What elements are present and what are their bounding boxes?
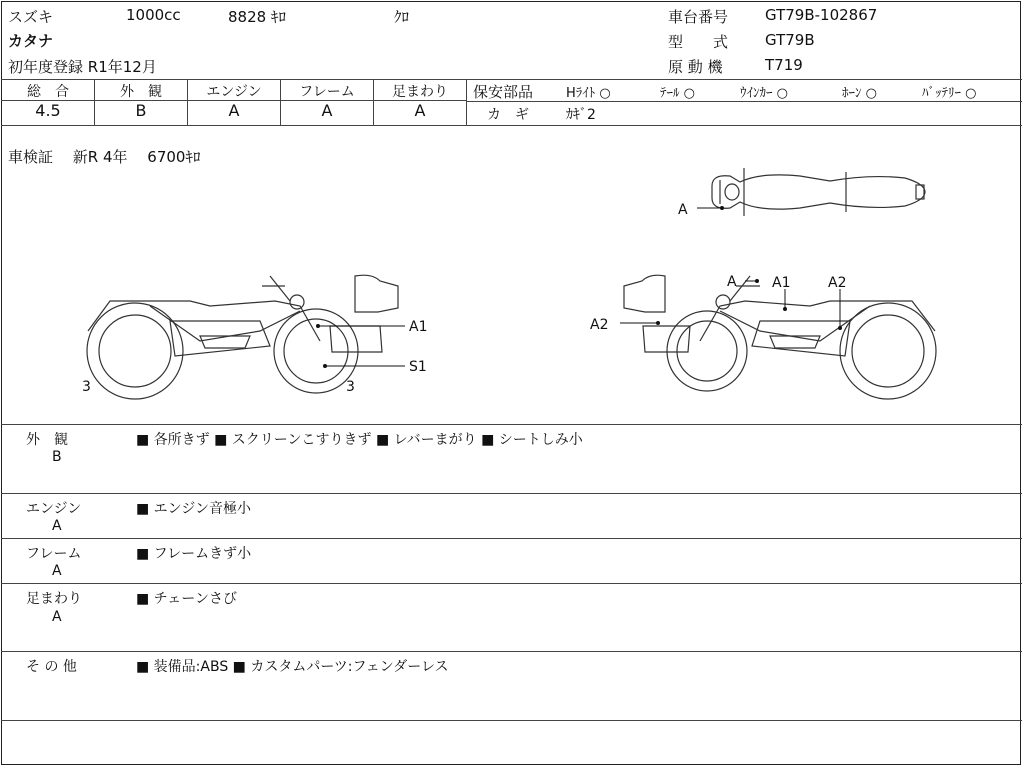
maker: スズキ bbox=[8, 8, 54, 26]
ok-circle-icon: ○ bbox=[683, 86, 695, 101]
safety-item-winker: ｳｲﾝｶｰ ○ bbox=[740, 86, 788, 101]
remark-note: ■ フレームきず小 bbox=[136, 546, 252, 562]
ok-circle-icon: ○ bbox=[776, 86, 788, 101]
divider bbox=[1, 583, 1022, 584]
color: ｸﾛ bbox=[394, 8, 410, 26]
diagram-label: A2 bbox=[590, 317, 609, 333]
mileage: 8828 ｷﾛ bbox=[228, 8, 286, 26]
overall-label: 総 合 bbox=[27, 84, 69, 100]
key-label: カ ギ bbox=[487, 107, 529, 123]
bike-top-view bbox=[712, 168, 925, 216]
model-name: カタナ bbox=[8, 32, 54, 50]
ok-circle-icon: ○ bbox=[599, 86, 611, 101]
divider bbox=[1, 720, 1022, 721]
remark-note: ■ エンジン音極小 bbox=[136, 501, 251, 517]
divider bbox=[466, 101, 1022, 102]
bike-right-side bbox=[624, 275, 936, 399]
diagram-label: 3 bbox=[82, 379, 91, 395]
divider bbox=[1, 651, 1022, 652]
remark-note: ■ 装備品:ABS ■ カスタムパーツ:フェンダーレス bbox=[136, 659, 449, 675]
remark-note: ■ 各所きず ■ スクリーンこすりきず ■ レバーまがり ■ シートしみ小 bbox=[136, 432, 583, 448]
diagram-label: A2 bbox=[828, 275, 847, 291]
safety-item-tail: ﾃｰﾙ ○ bbox=[660, 86, 695, 101]
divider bbox=[466, 79, 467, 125]
damage-diagram bbox=[0, 126, 1024, 424]
divider bbox=[1, 424, 1022, 425]
remark-label: 外 観 bbox=[26, 432, 68, 448]
remark-label: そ の 他 bbox=[26, 659, 77, 675]
frame-grade-label: フレーム bbox=[299, 84, 355, 100]
exterior-label: 外 観 bbox=[120, 84, 162, 100]
divider bbox=[1, 79, 1022, 80]
remark-label: エンジン bbox=[26, 501, 82, 517]
damage-markers bbox=[316, 206, 842, 368]
key-value: ｶｷﾞ2 bbox=[566, 107, 596, 123]
safety-item-battery: ﾊﾞｯﾃﾘｰ ○ bbox=[922, 86, 977, 101]
type-value: GT79B bbox=[765, 31, 815, 49]
remark-label: 足まわり bbox=[26, 591, 82, 607]
engine-label: 原 動 機 bbox=[668, 58, 723, 76]
suspension-grade: A bbox=[414, 101, 426, 120]
exterior-grade: B bbox=[135, 101, 147, 120]
diagram-label: A bbox=[678, 202, 688, 218]
displacement: 1000cc bbox=[126, 6, 181, 24]
diagram-label: 3 bbox=[346, 379, 355, 395]
divider bbox=[1, 538, 1022, 539]
remark-label: フレーム bbox=[26, 546, 82, 562]
divider bbox=[1, 493, 1022, 494]
safety-title: 保安部品 bbox=[473, 83, 534, 101]
remark-grade: B bbox=[52, 449, 62, 465]
remark-note: ■ チェーンさび bbox=[136, 591, 237, 607]
diagram-label: A bbox=[727, 274, 737, 290]
safety-item-headlight: Hﾗｲﾄ ○ bbox=[566, 86, 611, 101]
leader-lines bbox=[318, 208, 840, 366]
engine-value: T719 bbox=[765, 56, 803, 74]
remark-grade: A bbox=[52, 518, 62, 534]
diagram-label: S1 bbox=[409, 359, 427, 375]
remark-grade: A bbox=[52, 563, 62, 579]
ok-circle-icon: ○ bbox=[865, 86, 877, 101]
engine-grade: A bbox=[228, 101, 240, 120]
safety-item-horn: ﾎｰﾝ ○ bbox=[842, 86, 877, 101]
diagram-label: A1 bbox=[409, 319, 428, 335]
frame-grade: A bbox=[321, 101, 333, 120]
remark-grade: A bbox=[52, 609, 62, 625]
chassis-label: 車台番号 bbox=[668, 8, 729, 26]
first-registration: 初年度登録 R1年12月 bbox=[8, 58, 157, 76]
type-label: 型 式 bbox=[668, 33, 729, 51]
suspension-grade-label: 足まわり bbox=[392, 84, 448, 100]
chassis-number: GT79B-102867 bbox=[765, 6, 878, 24]
diagram-label: A1 bbox=[772, 275, 791, 291]
overall-grade: 4.5 bbox=[35, 101, 61, 120]
engine-grade-label: エンジン bbox=[206, 84, 262, 100]
ok-circle-icon: ○ bbox=[965, 86, 977, 101]
inspection-certificate: 車検証 新R 4年 6700ｷﾛ bbox=[8, 148, 201, 166]
